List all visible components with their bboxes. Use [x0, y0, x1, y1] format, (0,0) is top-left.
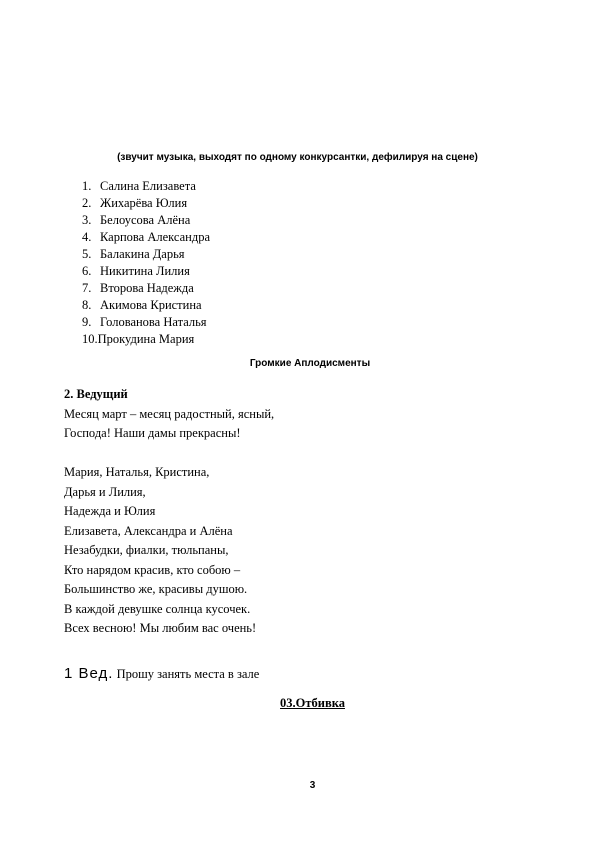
list-item-name: Прокудина Мария [97, 332, 195, 346]
list-item-name: Карпова Александра [100, 230, 210, 244]
stage-direction: (звучит музыка, выходят по одному конкурсантки, дефилируя на сцене) [117, 152, 478, 163]
host-1-line [64, 665, 259, 682]
host-line-text: Прошу занять места в зале [113, 667, 260, 681]
participant-list [82, 178, 210, 348]
applause-direction: Громкие Аплодисменты [249, 358, 371, 369]
list-item-number: 1. [82, 179, 92, 193]
verse-line: Месяц март – месяц радостный, ясный, [64, 406, 275, 421]
verse-line: Надежда и Юлия [64, 504, 156, 518]
list-item [82, 212, 210, 229]
list-item-name: Акимова Кристина [100, 298, 202, 312]
list-item [82, 195, 210, 212]
list-item [82, 263, 210, 280]
verse-line: Кто нарядом красив, кто собою – [64, 562, 241, 577]
list-item-name: Салина Елизавета [100, 179, 196, 193]
music-cue: 03.Отбивка [280, 696, 345, 710]
list-item-number: 2. [82, 196, 92, 210]
list-item-number: 5. [82, 247, 92, 261]
host-label: 1 Вед. [64, 665, 114, 682]
list-item [82, 314, 210, 331]
verse-line: Елизавета, Александра и Алёна [64, 523, 233, 538]
list-item [82, 178, 210, 195]
list-item-name: Белоусова Алёна [100, 213, 191, 227]
list-item-number: 8. [82, 298, 92, 312]
list-item [82, 297, 210, 314]
verse-line: Дарья и Лилия, [64, 484, 146, 499]
list-item [82, 246, 210, 263]
host-2-verse [64, 385, 274, 639]
verse-line: Мария, Наталья, Кристина, [64, 465, 210, 479]
verse-line: Господа! Наши дамы прекрасны! [64, 426, 241, 440]
list-item-number: 10. [82, 332, 98, 346]
verse-line: Незабудки, фиалки, тюльпаны, [64, 543, 229, 557]
list-item [82, 229, 210, 246]
list-item-name: Второва Надежда [100, 281, 194, 295]
list-item [82, 331, 210, 348]
list-item-name: Никитина Лилия [100, 264, 190, 278]
list-item-number: 7. [82, 281, 92, 295]
speaker-heading: 2. Ведущий [64, 387, 128, 401]
verse-line: Всех весною! Мы любим вас очень! [64, 621, 257, 635]
stanza-break [64, 444, 274, 464]
list-item-name: Жихарёва Юлия [100, 196, 188, 210]
list-item-name: Балакина Дарья [100, 247, 185, 261]
verse-line: Большинство же, красивы душою. [64, 582, 248, 596]
list-item-number: 6. [82, 264, 92, 278]
list-item [82, 280, 210, 297]
verse-line: В каждой девушке солнца кусочек. [64, 601, 251, 616]
list-item-number: 4. [82, 230, 92, 244]
list-item-number: 9. [82, 315, 92, 329]
list-item-number: 3. [82, 213, 92, 227]
list-item-name: Голованова Наталья [100, 315, 207, 329]
page-number: 3 [309, 780, 316, 791]
